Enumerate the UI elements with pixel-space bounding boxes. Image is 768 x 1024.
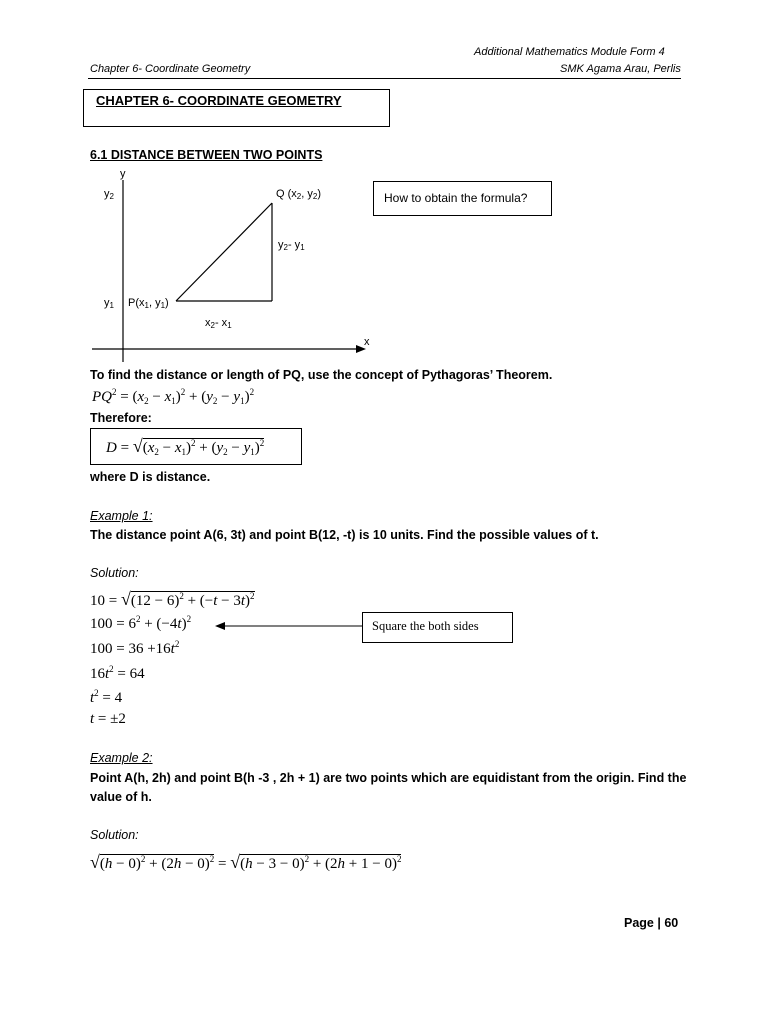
ex1-step2: $100 = 6^2 + (-4t)^2$ bbox=[90, 614, 192, 632]
y-axis-label: y bbox=[120, 168, 126, 180]
school-name: SMK Agama Arau, Perlis bbox=[560, 63, 681, 75]
chapter-title: CHAPTER 6- COORDINATE GEOMETRY bbox=[96, 93, 342, 108]
y1-label: $y_1$ bbox=[104, 297, 114, 310]
ex2-equation: $√(h - 0)^2 + (2h - 0)^2 = √(h - 3 - 0)^2 + (2h + 1 - 0)^2$ bbox=[90, 852, 402, 872]
ex1-step5: $t^2 = 4$ bbox=[90, 688, 123, 706]
example1-solution-heading: Solution: bbox=[90, 566, 139, 580]
chapter-header: Chapter 6- Coordinate Geometry bbox=[90, 63, 251, 75]
dy-label: $y_2-$ $y_1$ bbox=[278, 239, 305, 252]
example2-question-line2: value of h. bbox=[90, 790, 152, 804]
x-axis-label: x bbox=[364, 336, 370, 348]
ex1-step6: t = ±2 bbox=[90, 711, 126, 727]
where-text: where D is distance. bbox=[90, 470, 211, 484]
point-q-label: Q ($x_2$, $y_2$) bbox=[276, 188, 321, 201]
page-footer: Page | 60 bbox=[624, 916, 679, 930]
example1-question: The distance point A(6, 3t) and point B(12, -t) is 10 units. Find the possible values of t. bbox=[90, 528, 599, 542]
point-p-label: $P(x_1$, $y_1$) bbox=[128, 297, 169, 310]
example2-question-line1: Point A(h, 2h) and point B(h -3 , 2h + 1) are two points which are equidistant from the origin. Find the bbox=[90, 771, 687, 785]
arrow-head bbox=[215, 622, 225, 630]
intro-text: To find the distance or length of PQ, use the concept of Pythagoras’ Theorem. bbox=[90, 368, 553, 382]
therefore-text: Therefore: bbox=[90, 411, 152, 425]
example2-solution-heading: Solution: bbox=[90, 828, 139, 842]
callout-text: How to obtain the formula? bbox=[384, 191, 528, 205]
book-title: Additional Mathematics Module Form 4 bbox=[474, 46, 665, 58]
ex1-step1: $10 = √(12 - 6)^2 + (-t - 3t)^2$ bbox=[90, 589, 255, 609]
section-title: 6.1 DISTANCE BETWEEN TWO POINTS bbox=[90, 148, 323, 162]
distance-formula: $D = √(x_2 - x_1)^2 + (y_2 - y_1)^2$ bbox=[106, 436, 265, 457]
ex1-step4: $16t^2 = 64$ bbox=[90, 664, 145, 682]
example2-heading: Example 2: bbox=[90, 751, 153, 765]
ex1-step3: $100 = 36 +16t^2$ bbox=[90, 639, 180, 657]
example1-heading: Example 1: bbox=[90, 509, 153, 523]
y2-label: $y_2$ bbox=[104, 188, 114, 201]
pythagoras-equation: $PQ^2 = (x_2 - x_1)^2 + (y_2 - y_1)^2$ bbox=[92, 387, 255, 406]
annotation-text: Square the both sides bbox=[372, 619, 479, 633]
dx-label: $x_2-$ $x_1$ bbox=[205, 317, 232, 330]
